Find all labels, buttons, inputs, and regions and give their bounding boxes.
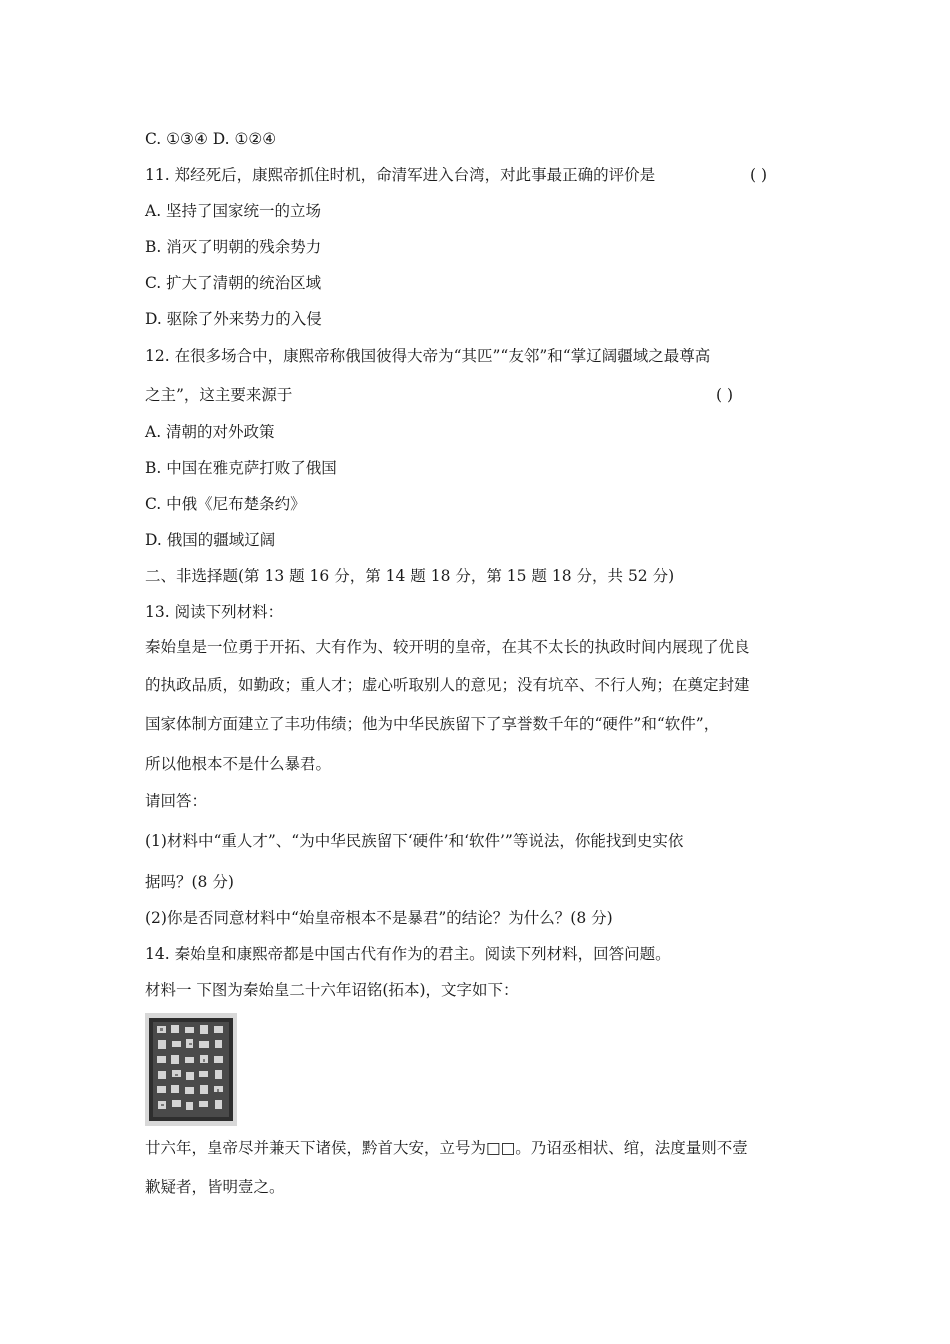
q11-option-a: A. 坚持了国家统一的立场 <box>145 202 322 220</box>
q11-option-b: B. 消灭了明朝的残余势力 <box>145 238 322 256</box>
q14-material1-text-line1: 廿六年，皇帝尽并兼天下诸侯，黔首大安，立号为□□。乃诏丞相状、绾，法度量则不壹 <box>145 1139 748 1157</box>
inscription-rubbing-image <box>145 1013 237 1126</box>
q12-option-c: C. 中俄《尼布楚条约》 <box>145 495 306 513</box>
q13-sub2: (2)你是否同意材料中“始皇帝根本不是暴君”的结论？为什么？(8 分) <box>145 909 613 927</box>
q13-material-line3: 国家体制方面建立了丰功伟绩；他为中华民族留下了享誉数千年的“硬件”和“软件”， <box>145 715 720 733</box>
q13-material-line2: 的执政品质，如勤政；重人才；虚心听取别人的意见；没有坑卒、不行人殉；在奠定封建 <box>145 676 750 694</box>
q13-please-answer: 请回答： <box>145 792 208 810</box>
q12-option-b: B. 中国在雅克萨打败了俄国 <box>145 459 337 477</box>
q13-sub1-line2: 据吗？(8 分) <box>145 873 234 891</box>
q13-sub1-line1: (1)材料中“重人才”、“为中华民族留下‘硬件’和‘软件’”等说法，你能找到史实依 <box>145 832 684 850</box>
q13-material-line1: 秦始皇是一位勇于开拓、大有作为、较开明的皇帝，在其不太长的执政时间内展现了优良 <box>145 638 750 656</box>
q11-option-c: C. 扩大了清朝的统治区域 <box>145 274 322 292</box>
q13-material-line4: 所以他根本不是什么暴君。 <box>145 755 332 773</box>
q11-stem: 11. 郑经死后，康熙帝抓住时机，命清军进入台湾，对此事最正确的评价是 <box>145 166 656 184</box>
q11-answer-bracket: ( ) <box>750 166 768 184</box>
q11-option-d: D. 驱除了外来势力的入侵 <box>145 310 322 328</box>
q14-material1-text-line2: 歉疑者，皆明壹之。 <box>145 1178 285 1196</box>
q14-stem: 14. 秦始皇和康熙帝都是中国古代有作为的君主。阅读下列材料，回答问题。 <box>145 945 671 963</box>
q13-stem: 13. 阅读下列材料： <box>145 603 284 621</box>
q14-material1-caption: 材料一 下图为秦始皇二十六年诏铭(拓本)，文字如下： <box>145 981 519 999</box>
q12-option-a: A. 清朝的对外政策 <box>145 423 275 441</box>
q12-stem-line2: 之主”，这主要来源于 <box>145 386 293 404</box>
q12-stem-line1: 12. 在很多场合中，康熙帝称俄国彼得大帝为“其匹”“友邻”和“掌辽阔疆域之最尊高 <box>145 347 711 365</box>
q10-options-cd: C. ①③④ D. ①②④ <box>145 130 277 148</box>
q12-option-d: D. 俄国的疆域辽阔 <box>145 531 276 549</box>
section-two-heading: 二、非选择题(第 13 题 16 分，第 14 题 18 分，第 15 题 18 分，共 52 分) <box>145 567 675 585</box>
q12-answer-bracket: ( ) <box>716 386 734 404</box>
